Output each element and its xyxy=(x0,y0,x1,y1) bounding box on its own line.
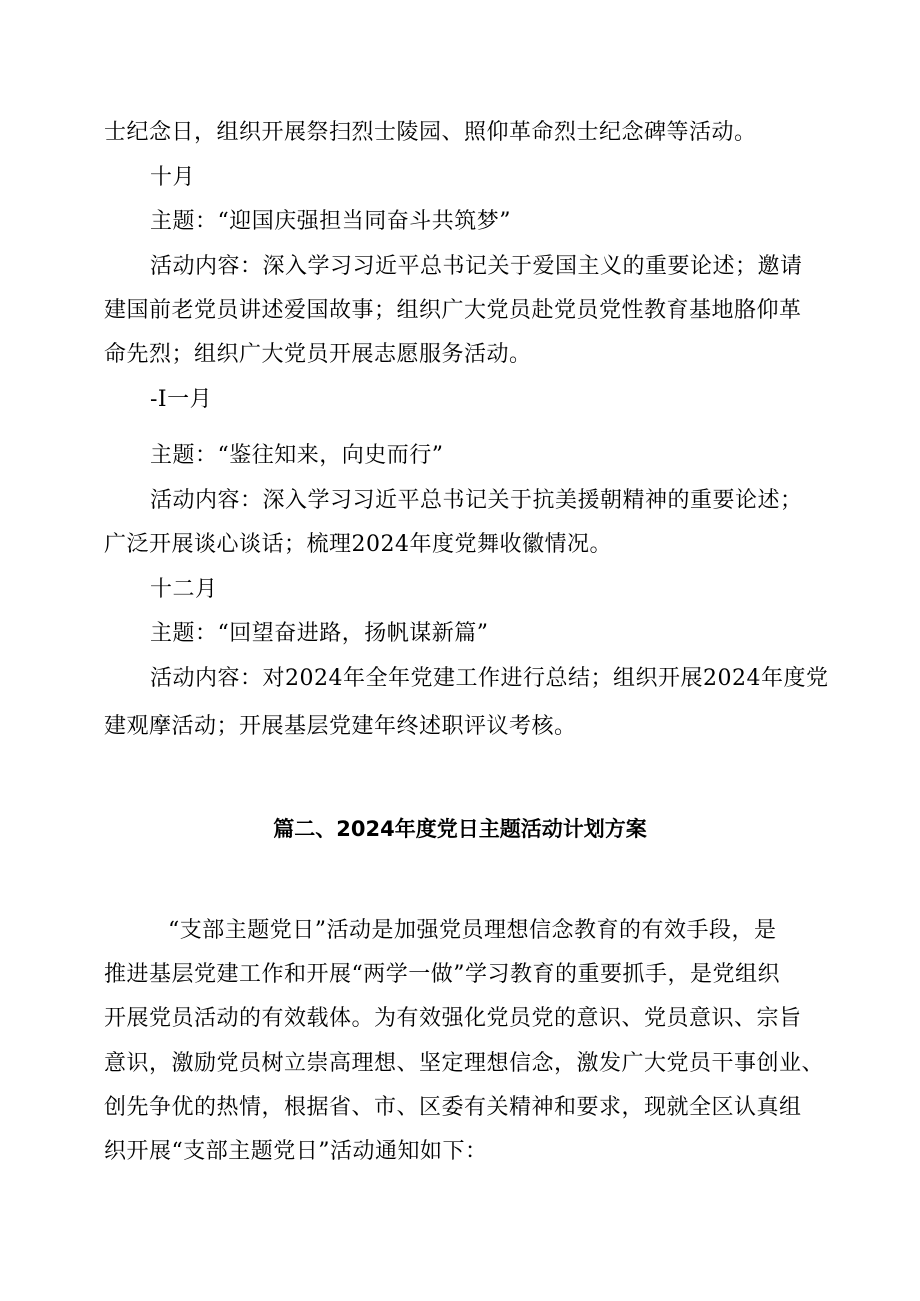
text-line: 建国前老党员讲述爱国故事；组织广大党员赴党员党性教育基地胳仰革 xyxy=(104,298,802,323)
theme-line: 主题：“迎国庆强担当同奋斗共筑梦” xyxy=(150,209,511,234)
activity-content-line: 活动内容：深入学习习近平总书记关于抗美援朝精神的重要论述； xyxy=(150,488,803,513)
text-line: 士纪念日，组织开展祭扫烈士陵园、照仰革命烈士纪念碑等活动。 xyxy=(104,120,757,145)
activity-content-line: 活动内容：对2024年全年党建工作进行总结；组织开展2024年度党 xyxy=(150,666,829,691)
intro-line: “支部主题党日”活动是加强党员理想信念教育的有效手段，是 xyxy=(168,918,777,943)
month-heading-december: 十二月 xyxy=(150,577,218,602)
text-line: 广泛开展谈心谈话；梳理2024年度党舞收徽情况。 xyxy=(104,532,612,557)
theme-line: 主题：“鉴往知来，向史而行” xyxy=(150,443,444,468)
intro-line: 意识，激励党员树立崇高理想、坚定理想信念，激发广大党员干事创业、 xyxy=(104,1051,825,1076)
intro-line: 织开展“支部主题党日”活动通知如下： xyxy=(104,1139,488,1164)
section-title: 篇二、2024年度党日主题活动计划方案 xyxy=(273,817,647,841)
month-heading-november: -I一月 xyxy=(150,387,213,412)
text-line: 命先烈；组织广大党员开展志愿服务活动。 xyxy=(104,342,532,367)
theme-line: 主题：“回望奋进路，扬帆谋新篇” xyxy=(150,621,489,646)
intro-line: 开展党员活动的有效载体。为有效强化党员党的意识、党员意识、宗旨 xyxy=(104,1006,802,1031)
intro-line: 推进基层党建工作和开展“两学一做”学习教育的重要抓手，是党组织 xyxy=(104,962,780,987)
activity-content-line: 活动内容：深入学习习近平总书记关于爱国主义的重要论述；邀请 xyxy=(150,254,803,279)
text-line: 建观摩活动；开展基层党建年终述职评议考核。 xyxy=(104,714,577,739)
intro-line: 创先争优的热情，根据省、市、区委有关精神和要求，现就全区认真组 xyxy=(104,1095,802,1120)
month-heading-october: 十月 xyxy=(150,165,196,190)
